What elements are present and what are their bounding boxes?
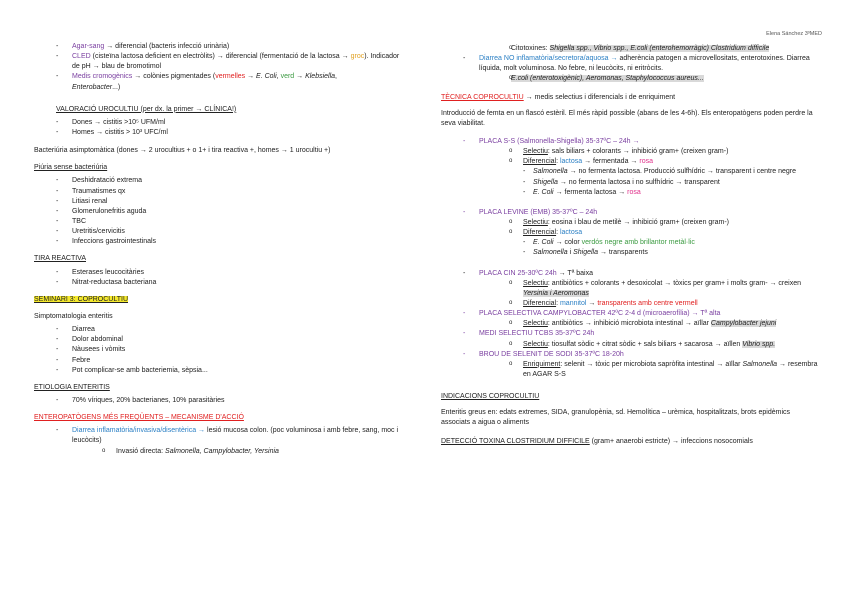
text: → no fermenta lactosa. Producció sulfhídric → transparent i centre negre xyxy=(567,168,797,176)
text-verd: verd xyxy=(280,73,295,81)
list-item xyxy=(441,340,819,350)
list-item: - PLACA LEVINE (EMB) 35-37ºC – 24h xyxy=(441,208,819,218)
text: Citotoxines: xyxy=(511,45,550,52)
text: → transparents xyxy=(598,249,648,257)
text: lesió mucosa colon. (poc voluminosa i amb febre, sang, moc i leucòcits) xyxy=(72,427,399,445)
list-item xyxy=(441,248,819,258)
text: → xyxy=(245,73,257,81)
section-title: ETIOLOGIA ENTERITIS xyxy=(34,383,110,391)
list-item: - Traumatismes qx xyxy=(34,187,406,197)
text: → medis selectius i diferencials i de enriquiment xyxy=(523,93,676,101)
list-item: - Uretritis/cervicitis xyxy=(34,227,406,237)
list-item xyxy=(441,188,819,198)
list-item xyxy=(34,42,406,52)
label: Diferencial xyxy=(523,229,557,237)
section-title xyxy=(441,437,819,447)
list-item: - Diarrea xyxy=(34,325,406,335)
list-item xyxy=(34,447,406,457)
author-header: Elena Sánchez 3ºMED xyxy=(766,31,822,37)
label: Enriquiment xyxy=(523,360,561,368)
list-item xyxy=(441,74,819,84)
species: Vibrio spp. xyxy=(742,340,776,348)
list-item: - Dolor abdominal xyxy=(34,335,406,345)
section-title: TIRA REACTIVA xyxy=(34,255,86,263)
text: (cisteïna lactosa deficient en electròlits) → diferencial (fermentació de la lactosa → xyxy=(90,53,349,61)
term-diarrea-inflamatoria: Diarrea inflamatòria/invasiva/disentèrica → xyxy=(72,427,206,435)
label: Selectiu xyxy=(523,148,548,156)
section-title: Piúria sense bacteriúria xyxy=(34,164,108,172)
list-item xyxy=(441,319,819,329)
text: : selenit → tòxic per microbiota sapròfita intestinal → aïllar xyxy=(560,360,743,368)
left-column xyxy=(34,40,406,459)
text: i xyxy=(567,249,574,257)
section-title: INDICACIONS COPROCULTIU xyxy=(441,393,540,401)
text-lactosa: lactosa xyxy=(559,158,583,166)
text: → diferencial (bacteris infecció urinària) xyxy=(104,43,230,50)
paragraph: Enteritis greus en: edats extremes, SIDA, granulopènia, sd. Hemolítica – urèmica, hospitalitzats, brots epidèmics associats a aigua o aliments xyxy=(441,409,790,427)
species: Salmonella xyxy=(742,360,778,368)
section-title: Simptomatologia enteritis xyxy=(34,312,113,320)
text-red: transparents amb centre vermell xyxy=(597,299,698,307)
list-item: - Litiasi renal xyxy=(34,197,406,207)
tecnica-title: TÈCNICA COPROCULTIU xyxy=(441,93,524,101)
species: E. Coli xyxy=(533,239,554,247)
text-mannitol: mannitol xyxy=(559,299,587,307)
species: Campylobacter jejuni xyxy=(710,320,777,328)
species: Salmonella xyxy=(533,168,568,176)
list-item: - Nàusees i vòmits xyxy=(34,345,406,355)
list-item xyxy=(34,52,406,72)
species: Shigella xyxy=(533,178,558,186)
text: : xyxy=(556,158,560,166)
section-title xyxy=(34,295,406,305)
list-item: - PLACA S-S (Salmonella-Shigella) 35-37ºC – 24h → xyxy=(441,137,819,147)
text: ...) xyxy=(112,83,121,91)
species: Shigella spp., Vibrio spp., E.coli (enterohemorràgic) Clostridium difficile xyxy=(549,45,770,52)
list-item: - Pot complicar-se amb bacteriemia, sèpsia... xyxy=(34,366,406,376)
list-item: - Medis cromogènics → colònies pigmentades (vermelles → E. Coli, verd → Klebsiella, Enterobacter...) xyxy=(34,72,406,92)
species: Klebsiella xyxy=(305,73,336,81)
species: Shigella xyxy=(573,249,599,257)
list-item: - Nitrat-reductasa bacteriana xyxy=(34,278,406,288)
list-item xyxy=(441,360,819,380)
text: → Tª baixa xyxy=(556,269,593,277)
species: E. Coli xyxy=(533,188,554,196)
list-item xyxy=(441,228,819,238)
text-green: verdós negre amb brillantor metàl·lic xyxy=(581,239,695,247)
text: : antibiòtics → inhibició microbiota intestinal → aïllar xyxy=(547,320,711,328)
text-lactosa: lactosa xyxy=(559,229,583,237)
list-item: - TBC xyxy=(34,217,406,227)
term-medis: Medis cromogènics xyxy=(72,73,133,81)
label: Selectiu xyxy=(523,320,548,328)
list-item xyxy=(441,157,819,167)
list-item xyxy=(34,426,406,446)
text-rosa: rosa xyxy=(639,158,653,166)
seminari-title: SEMINARI 3: COPROCULTIU xyxy=(34,295,128,303)
term-cled: CLED xyxy=(72,53,91,61)
paragraph: Bacteriúria asimptomàtica (dones → 2 urocultius + o 1+ i tira reactiva +, homes → 1 urocultiu +) xyxy=(34,147,331,155)
paragraph: Introducció de femta en un flascó estèril. El més ràpid possible (abans de les 4-6h). Els enteropatògens poden perdre la seva viabilitat. xyxy=(441,109,813,127)
text: : eosina i blau de metilè → inhibició gram+ (creixen gram-) xyxy=(547,218,730,226)
species: Yersinia i Aeromonas xyxy=(523,289,589,297)
term-diarrea-no-inflamatoria: Diarrea NO inflamatòria/secretora/aquosa → xyxy=(479,55,618,63)
term-agar-sang: Agar-sang xyxy=(72,43,105,50)
list-item xyxy=(441,218,819,228)
list-item: - Homes → cistitis > 10³ UFC/ml xyxy=(34,128,406,138)
text: , xyxy=(276,73,281,81)
list-item xyxy=(441,178,819,188)
list-item: - Deshidratació extrema xyxy=(34,176,406,186)
list-item xyxy=(441,238,819,248)
deteccio-title: DETECCIÓ TOXINA CLOSTRIDIUM DIFFICILE xyxy=(441,437,590,445)
list-item xyxy=(441,44,819,54)
text: (gram+ anaerobi estricte) → infeccions nosocomials xyxy=(589,437,753,445)
text: : antibiòtics + colorants + desoxicolat → tòxics per gram+ i molts gram- → creixen xyxy=(547,279,801,287)
list-item: - MEDI SELECTIU TCBS 35-37ºC 24h xyxy=(441,329,819,339)
text: → fermenta lactosa → xyxy=(553,188,628,196)
label: Selectiu xyxy=(523,279,548,287)
text: → xyxy=(586,299,598,307)
section-title: ENTEROPATÒGENS MÉS FREQÜENTS – MECANISME D'ACCIÓ xyxy=(34,414,244,422)
list-item: - Dones → cistitis >10⁵ UFM/ml xyxy=(34,118,406,128)
text: : sals biliars + colorants → inhibició gram+ (creixen gram-) xyxy=(547,148,729,156)
text: → xyxy=(294,73,306,81)
text: Invasió directa: xyxy=(116,447,166,455)
section-title xyxy=(441,93,819,103)
list-item: - 70% víriques, 20% bacterianes, 10% parasitàries xyxy=(34,396,406,406)
right-column xyxy=(441,42,819,450)
species: Salmonella xyxy=(533,249,568,257)
text: → resembra en AGAR S-S xyxy=(523,360,818,378)
text: → no fermenta lactosa i no sulfhídric → transparent xyxy=(557,178,720,186)
species: Enterobacter xyxy=(72,83,113,91)
text: → fermentada → xyxy=(582,158,640,166)
list-item xyxy=(441,279,819,299)
label: Diferencial xyxy=(523,299,557,307)
label: Selectiu xyxy=(523,340,548,348)
list-item xyxy=(441,147,819,157)
text: : tiosulfat sòdic + citrat sòdic + sals biliars + sacarosa → aïllen xyxy=(547,340,743,348)
list-item xyxy=(441,167,819,177)
species: E.coli (enterotoxigènic), Aeromonas, Staphylococcus aureus... xyxy=(511,75,704,83)
list-item: - Infeccions gastrointestinals xyxy=(34,237,406,247)
list-item: - Febre xyxy=(34,356,406,366)
text: adherència patogen a microvellositats, enterotoxines. Diarrea líquida, molt voluminosa. No febre, ni leucòcits, ni eritròcits. xyxy=(479,55,810,73)
text: ). Indicador de pH → blau de bromotimol xyxy=(72,53,400,71)
list-item: - PLACA SELECTIVA CAMPYLOBACTER 42ºC 2-4 d (microaerofília) → Tª alta xyxy=(441,309,819,319)
list-item: - BROU DE SELENIT DE SODI 35-37ºC 18-20h xyxy=(441,350,819,360)
text: : xyxy=(556,229,560,237)
text-vermelles: vermelles xyxy=(215,73,246,81)
species: E. Coli xyxy=(256,73,277,81)
list-item: - Glomerulonefritis aguda xyxy=(34,207,406,217)
text: → color xyxy=(553,239,582,247)
cin-title: PLACA CIN 25-30ºC 24h xyxy=(479,269,557,277)
text: → colònies pigmentades ( xyxy=(132,73,216,81)
label: Diferencial xyxy=(523,158,557,166)
label: Selectiu xyxy=(523,218,548,226)
text-rosa: rosa xyxy=(627,188,641,196)
list-item xyxy=(441,299,819,309)
list-item xyxy=(441,54,819,74)
list-item: - Esterases leucocitàries xyxy=(34,268,406,278)
list-item xyxy=(441,269,819,279)
text: : xyxy=(556,299,560,307)
species: Salmonella, Campylobacter, Yersinia xyxy=(165,447,279,455)
text-groc: groc xyxy=(350,53,365,61)
section-title: VALORACIÓ UROCULTIU (per dx. la primer → CLÍNICA!) xyxy=(56,105,237,113)
